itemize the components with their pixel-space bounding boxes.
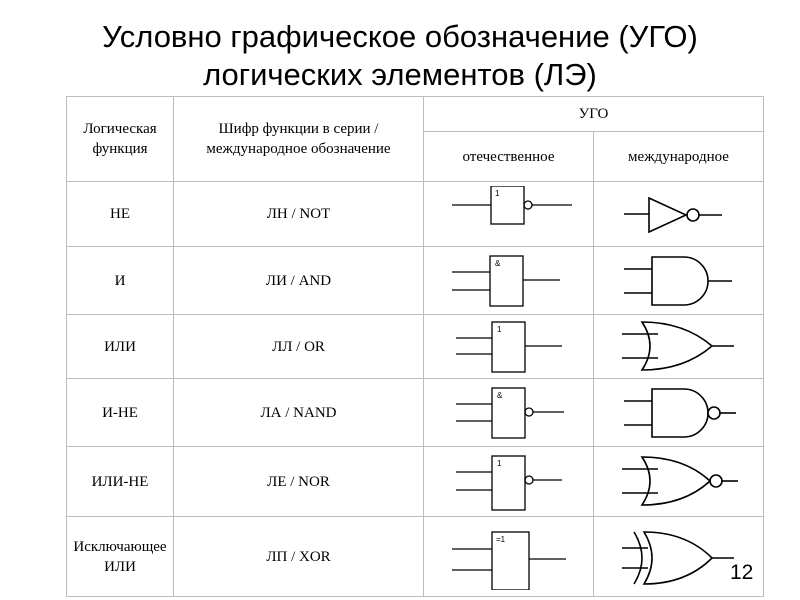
gost-label: 1 <box>494 189 499 198</box>
international-symbol-cell <box>594 182 764 247</box>
gost-label: =1 <box>495 534 505 544</box>
code-cell: ЛЕ / NOR <box>174 447 424 517</box>
domestic-symbol-cell <box>424 182 594 247</box>
table-row <box>67 447 764 517</box>
function-cell: И <box>67 247 174 315</box>
code-cell: ЛН / NOT <box>174 182 424 247</box>
header-domestic: отечественное <box>424 132 594 182</box>
table-row <box>67 517 764 597</box>
international-symbol-cell <box>594 379 764 447</box>
header-international: международное <box>594 132 764 182</box>
header-function: Логическая функция <box>67 97 174 182</box>
function-cell: НЕ <box>67 182 174 247</box>
code-cell: ЛИ / AND <box>174 247 424 315</box>
gost-or-symbol <box>434 318 584 376</box>
title-line-1: Условно графическое обозначение (УГО) <box>102 19 698 54</box>
code-cell: ЛА / NAND <box>174 379 424 447</box>
page-number: 12 <box>730 561 754 584</box>
international-symbol-cell <box>594 447 764 517</box>
gost-xor-symbol <box>434 524 584 590</box>
table-row <box>67 379 764 447</box>
function-cell: ИЛИ-НЕ <box>67 447 174 517</box>
gost-and-symbol <box>434 252 584 310</box>
function-cell: ИЛИ <box>67 315 174 379</box>
gost-label: & <box>494 258 500 268</box>
gost-nor-symbol <box>434 452 584 512</box>
international-symbol-cell <box>594 247 764 315</box>
logic-gates-table <box>66 96 764 597</box>
header-code: Шифр функции в серии / международное обозначение <box>174 97 424 182</box>
domestic-symbol-cell <box>424 247 594 315</box>
international-symbol-cell <box>594 315 764 379</box>
gost-nand-symbol <box>434 384 584 442</box>
table-row <box>67 247 764 315</box>
and-gate-icon <box>604 252 754 310</box>
table-row <box>67 182 764 247</box>
gost-label: 1 <box>496 458 501 468</box>
code-cell: ЛЛ / OR <box>174 315 424 379</box>
domestic-symbol-cell <box>424 517 594 597</box>
domestic-symbol-cell <box>424 315 594 379</box>
gost-label: 1 <box>496 324 501 334</box>
table-row <box>67 315 764 379</box>
nor-gate-icon <box>604 452 754 512</box>
gost-label: & <box>496 390 502 400</box>
header-ugo: УГО <box>424 97 764 132</box>
not-gate-icon <box>604 186 754 242</box>
slide-title <box>0 18 800 94</box>
title-line-2: логических элементов (ЛЭ) <box>203 57 597 92</box>
function-cell: И-НЕ <box>67 379 174 447</box>
or-gate-icon <box>604 318 754 376</box>
gost-not-symbol <box>434 186 584 242</box>
code-cell: ЛП / XOR <box>174 517 424 597</box>
nand-gate-icon <box>604 384 754 442</box>
function-cell: Исключающее ИЛИ <box>67 517 174 597</box>
domestic-symbol-cell <box>424 447 594 517</box>
domestic-symbol-cell <box>424 379 594 447</box>
header-row <box>67 97 764 132</box>
